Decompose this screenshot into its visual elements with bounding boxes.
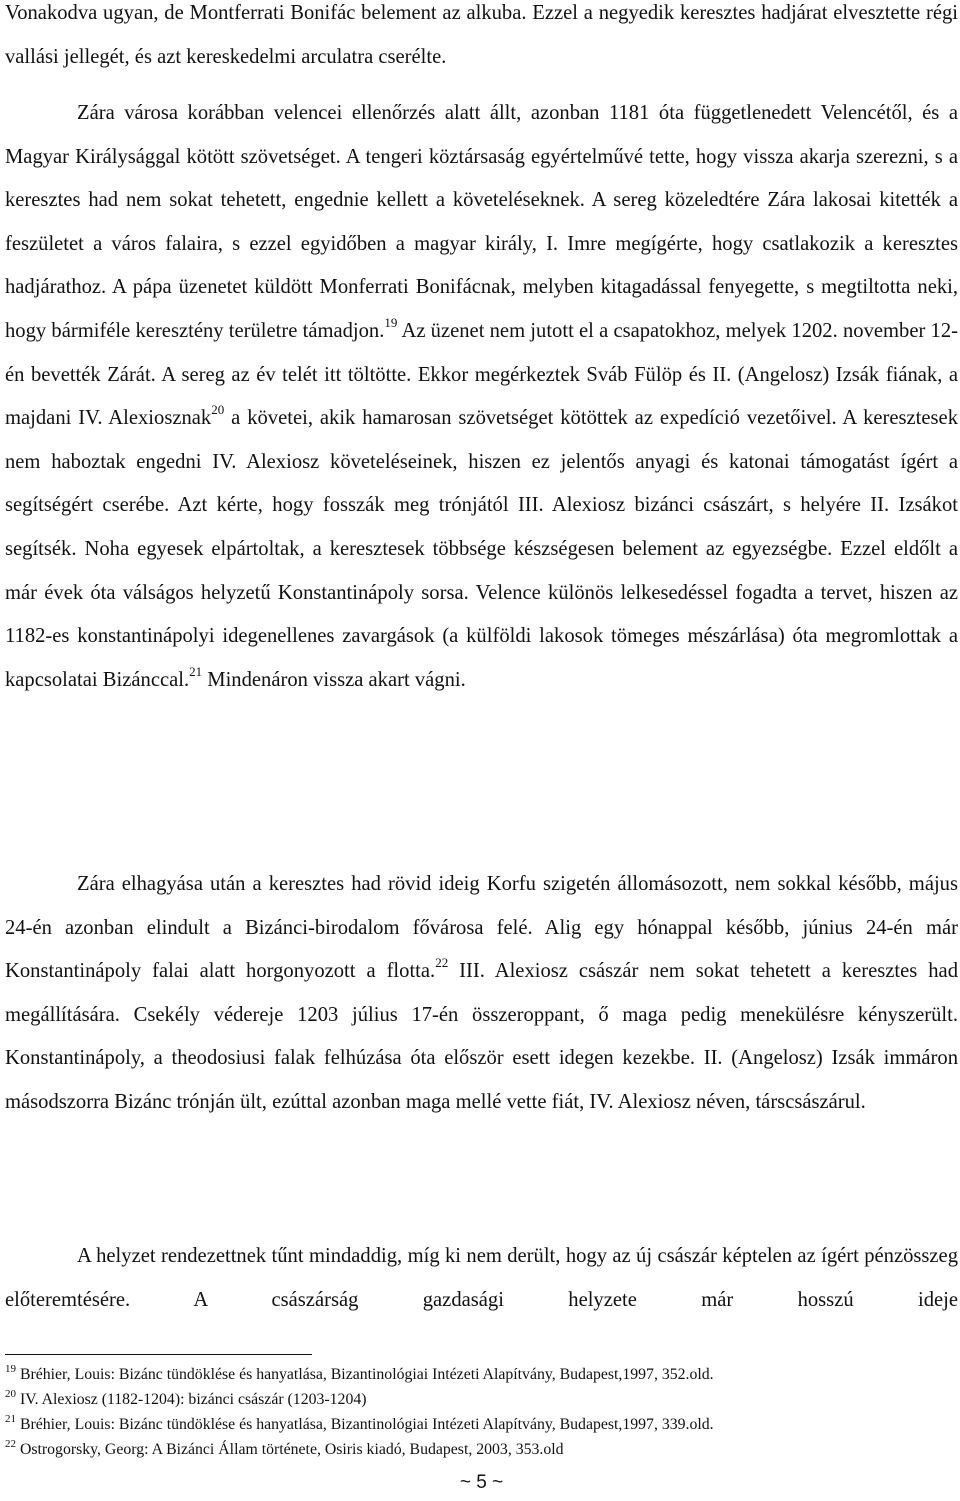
footnote-20 (5, 1387, 958, 1412)
footnote-reference: 21 (189, 663, 203, 679)
footnote-22 (5, 1437, 958, 1462)
paragraph-text: Vonakodva ugyan, de Montferrati Bonifác belement az alkuba. Ezzel a negyedik keresztes hadjárat elvesztette régi vallási jellegét, és azt kereskedelmi arculatra cserélte. (5, 2, 958, 68)
paragraph-4 (5, 1235, 958, 1322)
footnote-text: Bréhier, Louis: Bizánc tündöklése és hanyatlása, Bizantinológiai Intézeti Alapítvány, Budapest,1997, 339.old. (16, 1416, 714, 1433)
paragraph-2 (5, 92, 958, 702)
paragraph-text: Mindenáron vissza akart vágni. (202, 668, 466, 691)
paragraph-text: Az üzenet nem jutott el a csapatokhoz, melyek 1202. november 12-én bevették Zárát. A sereg az év telét itt töltötte. Ekkor megérkeztek Sváb Fülöp és II. (Angelosz) Izsák fiának, a majdani IV. Alexiosznak (5, 319, 958, 430)
footnote-number: 19 (5, 1362, 16, 1375)
paragraph-1 (5, 0, 958, 79)
footnote-text: IV. Alexiosz (1182-1204): bizánci császár (1203-1204) (16, 1391, 367, 1408)
paragraph-text: A helyzet rendezettnek tűnt mindaddig, míg ki nem derült, hogy az új császár képtelen az ígért pénzösszeg előteremtésére. A császárság gazdasági helyzete már hosszú ideje (5, 1245, 958, 1311)
footnote-number: 21 (5, 1412, 16, 1425)
paragraph-text: Zára elhagyása után a keresztes had rövid ideig Korfu szigetén állomásozott, nem sokkal később, május 24-én azonban elindult a Bizánci-birodalom fővárosa felé. Alig egy hónappal később, június 24-én már Konstantinápoly falai alatt horgonyozott a flotta. (5, 873, 958, 983)
footnote-19 (5, 1362, 958, 1387)
footnote-text: Ostrogorsky, Georg: A Bizánci Állam története, Osiris kiadó, Budapest, 2003, 353.old (16, 1441, 564, 1458)
footnote-reference: 19 (384, 315, 398, 331)
paragraph-text: Zára városa korábban velencei ellenőrzés alatt állt, azonban 1181 óta függetlenedett Velencétől, és a Magyar Királysággal kötött szövetséget. A tengeri köztársaság egyértelművé tette, hogy vissza akarja szerezni, s a keresztes had nem sokat tehetett, engednie kellett a követeléseknek. A sereg közeledtére Zára lakosai kitették a feszületet a város falaira, s ezzel egyidőben a magyar király, I. Imre megígérte, hogy csatlakozik a keresztes hadjárathoz. A pápa üzenetet küldött Monferrati Bonifácnak, melyben kitagadással fenyegette, s megtiltotta neki, hogy bármiféle keresztény területre támadjon. (5, 102, 958, 342)
footnote-reference: 22 (435, 955, 449, 971)
footnote-21 (5, 1412, 958, 1437)
paragraph-text: a követei, akik hamarosan szövetséget kötöttek az expedíció vezetőivel. A keresztesek nem haboztak engedni IV. Alexiosz követeléseinek, hiszen ez jelentős anyagi és katonai támogatást ígért a segítségért cserébe. Azt kérte, hogy fosszák meg trónjától III. Alexiosz bizánci császárt, s helyére II. Izsákot segítsék. Noha egyesek elpártoltak, a keresztesek többsége készségesen belement az egyezségbe. Ezzel eldőlt a már évek óta válságos helyzetű Konstantinápoly sorsa. Velence különös lelkesedéssel fogadta a tervet, hiszen az 1182-es konstantinápolyi idegenellenes zavargások (a külföldi lakosok tömeges mészárlása) óta megromlottak a kapcsolatai Bizánccal. (5, 407, 958, 691)
paragraph-3 (5, 863, 958, 1125)
paragraph-text: III. Alexiosz császár nem sokat tehetett a keresztes had megállítására. Csekély védereje 1203 július 17-én összeroppant, ő maga pedig menekülésre kényszerült. Konstantinápoly, a theodosiusi falak felhúzása óta először esett idegen kezekbe. II. (Angelosz) Izsák immáron másodszorra Bizánc trónján ült, ezúttal azonban maga mellé vette fiát, IV. Alexiosz néven, társcsászárul. (5, 960, 958, 1113)
footnote-reference: 20 (211, 402, 225, 418)
footnote-text: Bréhier, Louis: Bizánc tündöklése és hanyatlása, Bizantinológiai Intézeti Alapítvány, Budapest,1997, 352.old. (16, 1366, 714, 1383)
footnote-number: 22 (5, 1437, 16, 1450)
footnotes (5, 1362, 958, 1462)
footnote-separator (5, 1354, 312, 1355)
page-number: ~ 5 ~ (459, 1472, 504, 1493)
footnote-number: 20 (5, 1387, 16, 1400)
